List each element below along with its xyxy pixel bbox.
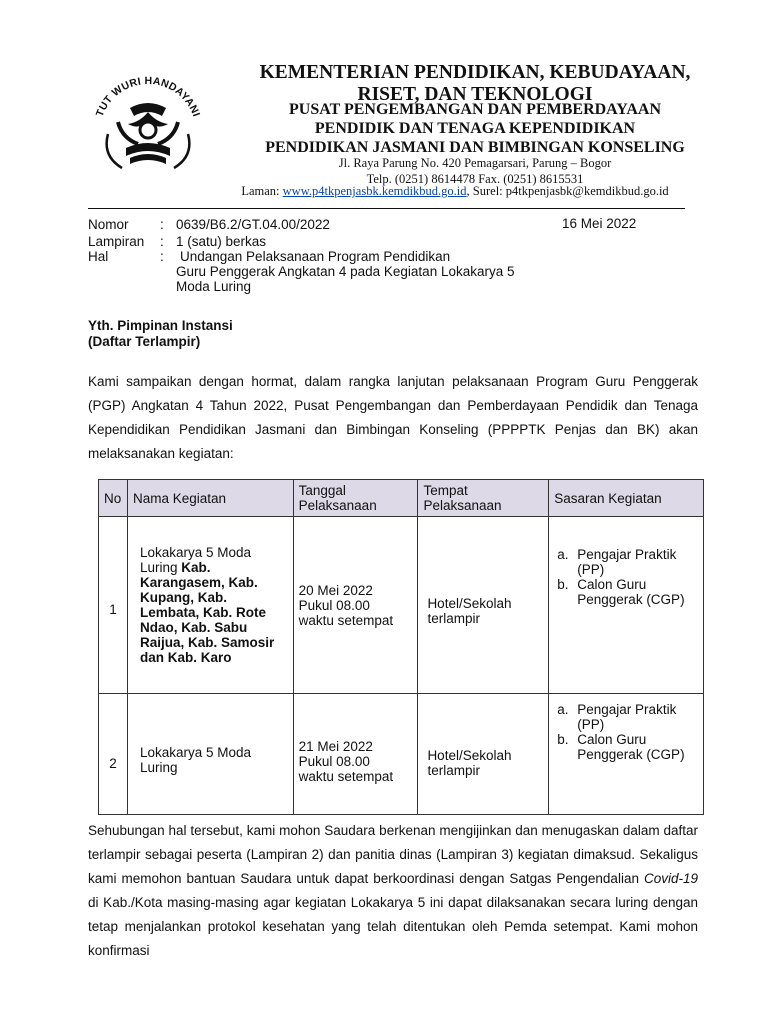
header-tanggal-2: Pelaksanaan xyxy=(298,498,377,513)
row-tanggal-1: 20 Mei 2022 xyxy=(298,582,373,598)
sasaran-text-a: Pengajar Praktik (PP) xyxy=(577,702,677,732)
website-link[interactable]: www.p4tkpenjasbk.kemdikbud.go.id xyxy=(282,184,467,198)
center-name xyxy=(210,100,740,157)
web-email-line xyxy=(190,184,720,199)
sasaran-text-a: Pengajar Praktik (PP) xyxy=(577,547,677,577)
addressee xyxy=(88,318,233,350)
sasaran-text-b: Calon Guru Penggerak (CGP) xyxy=(577,577,685,607)
sasaran-list xyxy=(557,702,698,762)
header-no: No xyxy=(99,480,128,517)
header-nama-kegiatan: Nama Kegiatan xyxy=(127,480,293,517)
hal-label: Hal xyxy=(88,249,109,264)
center-line-2: PENDIDIK DAN TENAGA KEPENDIDIKAN xyxy=(314,120,636,137)
table-header-row xyxy=(99,480,704,517)
lampiran-separator: : xyxy=(160,234,164,249)
header-tanggal-1: Tanggal xyxy=(298,483,346,498)
row-tanggal xyxy=(293,694,418,815)
activity-table xyxy=(98,479,704,815)
sasaran-item-a xyxy=(557,702,698,732)
web-label: Laman: xyxy=(241,184,283,198)
row-tempat-1: Hotel/Sekolah xyxy=(427,748,512,763)
row-nama-bold: Kab. Karangasem, Kab. Kupang, Kab. Lembata, Kab. Rote Ndao, Kab. Sabu Raijua, Kab. Samosir dan Kab. Karo xyxy=(139,560,275,665)
row-tanggal-1: 21 Mei 2022 xyxy=(298,738,373,754)
center-line-3: PENDIDIKAN JASMANI DAN BIMBINGAN KONSELING xyxy=(265,139,685,156)
sasaran-marker-b: b. xyxy=(557,732,569,747)
row-tanggal-2: Pukul 08.00 xyxy=(298,597,370,613)
letterhead-divider xyxy=(88,208,685,209)
svg-text:TUT WURI HANDAYANI: TUT WURI HANDAYANI xyxy=(93,74,203,119)
closing-part-2: di Kab./Kota masing-masing agar kegiatan Lokakarya 5 ini dapat dilaksanakan secara luring dengan tetap menjalankan protokol kesehatan yang telah ditentukan oleh Pemda setempat. Kami mohon konfirmasi xyxy=(88,895,698,958)
hal-line-2: Guru Penggerak Angkatan 4 pada Kegiatan Lokakarya 5 xyxy=(176,264,515,279)
header-tempat xyxy=(418,480,549,517)
row-tanggal-2: Pukul 08.00 xyxy=(298,753,370,769)
table-row xyxy=(99,517,704,694)
ministry-line-2: RISET, DAN TEKNOLOGI xyxy=(357,84,593,105)
ministry-line-1: KEMENTERIAN PENDIDIKAN, KEBUDAYAAN, xyxy=(259,62,691,83)
row-tempat xyxy=(418,694,549,815)
row-nama-plain: Lokakarya 5 Moda Luring xyxy=(139,745,252,775)
closing-paragraph xyxy=(88,819,698,963)
sasaran-marker-a: a. xyxy=(557,547,569,562)
closing-part-1: Sehubungan hal tersebut, kami mohon Saudara berkenan mengijinkan dan menugaskan dalam daftar terlampir sebagai peserta (Lampiran 2) dan panitia dinas (Lampiran 3) kegiatan dimaksud. Sekaligus kami memohon bantuan Saudara untuk dapat berkoordinasi dengan Satgas Pengendalian xyxy=(88,823,698,886)
sasaran-item-a xyxy=(557,547,698,577)
row-tempat-2: terlampir xyxy=(427,611,480,626)
row-tanggal xyxy=(293,517,418,694)
header-sasaran: Sasaran Kegiatan xyxy=(549,480,704,517)
sasaran-item-b xyxy=(557,577,698,607)
hal-line-3: Moda Luring xyxy=(176,279,252,294)
lampiran-label: Lampiran xyxy=(88,234,145,249)
row-sasaran xyxy=(549,517,704,694)
addressee-line-1: Yth. Pimpinan Instansi xyxy=(88,318,233,333)
intro-paragraph: Kami sampaikan dengan hormat, dalam rangka lanjutan pelaksanaan Program Guru Penggerak (PGP) Angkatan 4 Tahun 2022, Pusat Pengembangan dan Pemberdayaan Pendidik dan Tenaga Kependidikan Pendidikan Jasmani dan Bimbingan Konseling (PPPPTK Penjas dan BK) akan melaksanakan kegiatan: xyxy=(88,374,698,461)
sasaran-marker-b: b. xyxy=(557,577,569,592)
hal-separator: : xyxy=(160,249,164,264)
table-row xyxy=(99,694,704,815)
nomor-separator: : xyxy=(160,217,164,232)
row-no: 2 xyxy=(99,694,128,815)
row-sasaran xyxy=(549,694,704,815)
address: Jl. Raya Parung No. 420 Pemagarsari, Parung – Bogor xyxy=(338,156,612,170)
row-nama xyxy=(127,517,293,694)
header-tempat-2: Pelaksanaan xyxy=(423,498,502,513)
hal-line-1: Undangan Pelaksanaan Program Pendidikan xyxy=(180,249,451,264)
contact-info xyxy=(210,155,740,187)
lampiran-value: 1 (satu) berkas xyxy=(176,234,267,249)
row-tempat xyxy=(418,517,549,694)
addressee-line-2: (Daftar Terlampir) xyxy=(88,334,201,349)
row-tempat-1: Hotel/Sekolah xyxy=(427,596,512,611)
sasaran-item-b xyxy=(557,732,698,762)
closing-italic: Covid-19 xyxy=(643,871,698,886)
center-line-1: PUSAT PENGEMBANGAN DAN PEMBERDAYAAN xyxy=(288,101,662,118)
email-text: , Surel: p4tkpenjasbk@kemdikbud.go.id xyxy=(466,184,669,198)
tut-wuri-handayani-logo xyxy=(78,60,218,180)
header-tempat-1: Tempat xyxy=(423,483,468,498)
nomor-label: Nomor xyxy=(88,217,129,232)
phone-fax: Telp. (0251) 8614478 Fax. (0251) 8615531 xyxy=(366,172,584,186)
sasaran-marker-a: a. xyxy=(557,702,569,717)
row-no: 1 xyxy=(99,517,128,694)
sasaran-text-b: Calon Guru Penggerak (CGP) xyxy=(577,732,685,762)
row-nama-plain: Lokakarya 5 Moda Luring xyxy=(139,545,252,575)
row-tanggal-3: waktu setempat xyxy=(298,612,394,628)
nomor-value: 0639/B6.2/GT.04.00/2022 xyxy=(176,217,330,232)
sasaran-list xyxy=(557,547,698,607)
row-tanggal-3: waktu setempat xyxy=(298,768,394,784)
letter-date: 16 Mei 2022 xyxy=(562,216,637,231)
row-tempat-2: terlampir xyxy=(427,763,480,778)
row-nama xyxy=(127,694,293,815)
header-tanggal xyxy=(293,480,418,517)
